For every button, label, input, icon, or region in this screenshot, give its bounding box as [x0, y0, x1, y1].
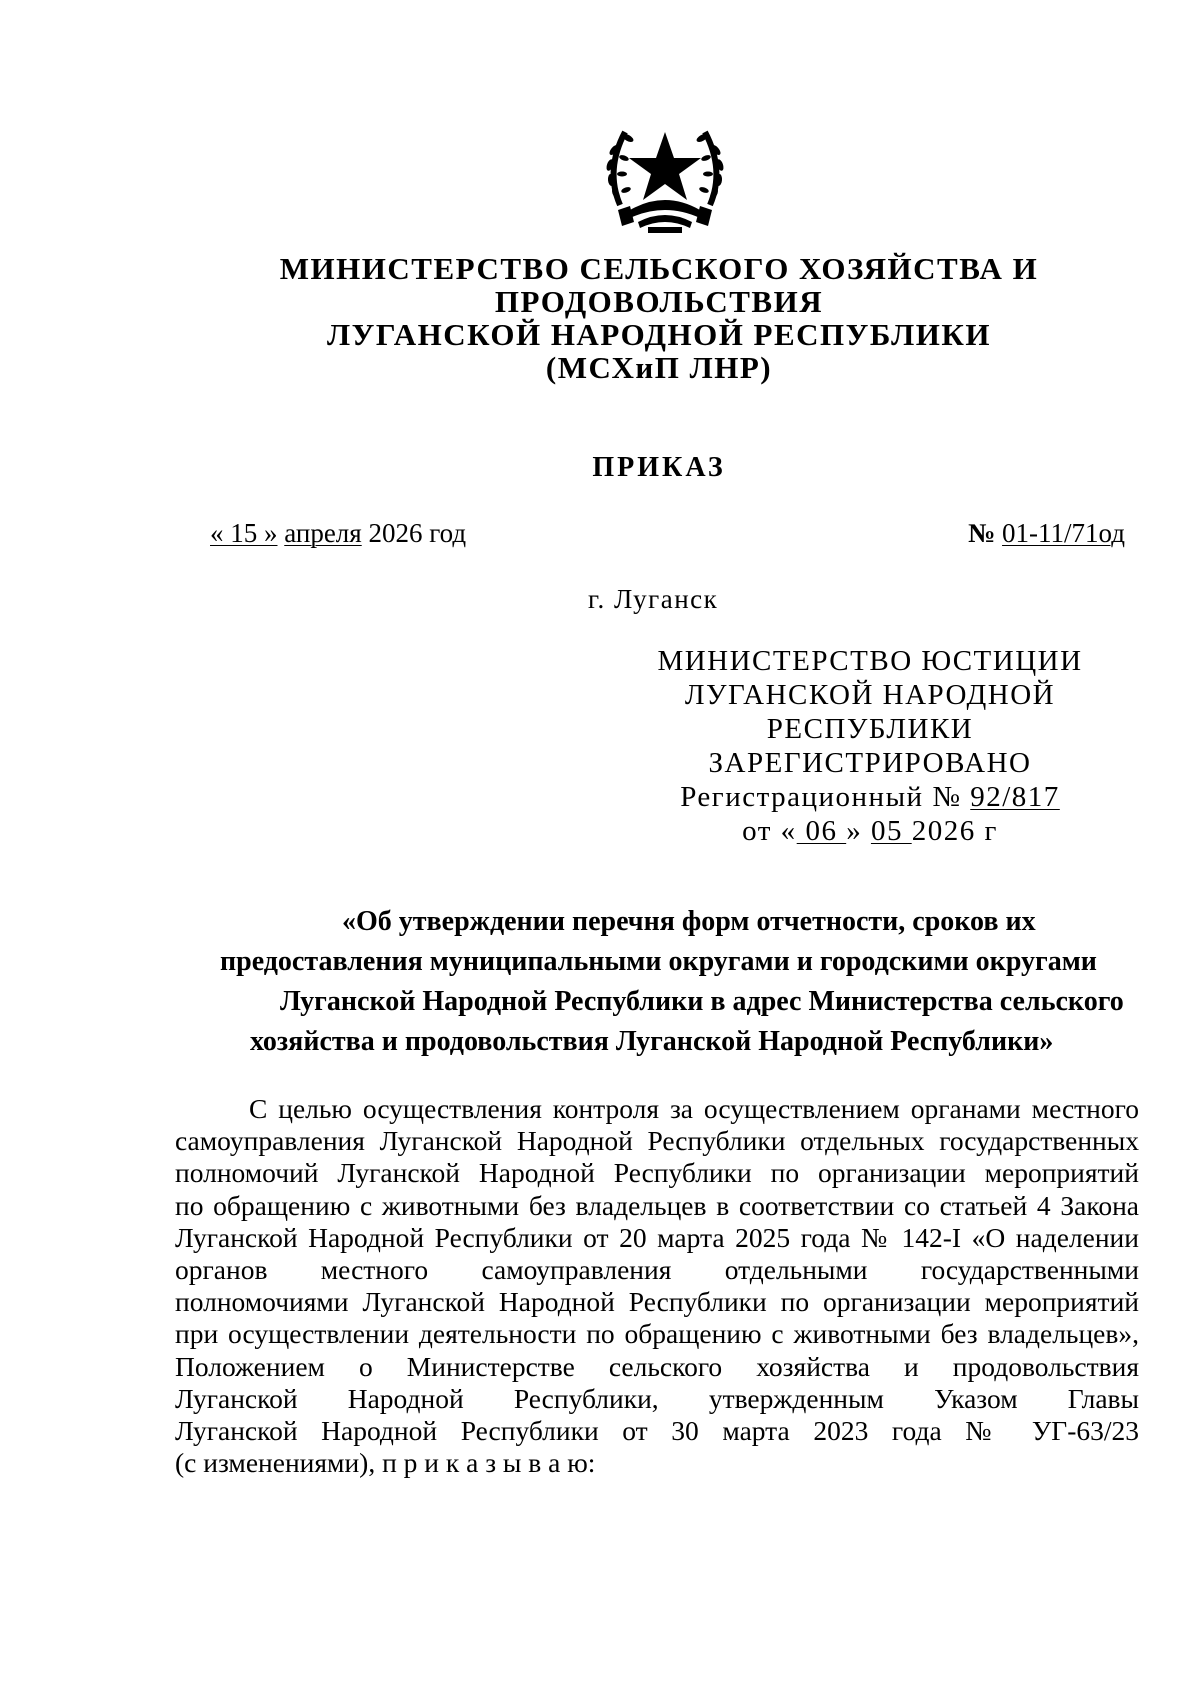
order-title: ПРИКАЗ: [592, 452, 726, 483]
stamp-line-3: РЕСПУБЛИКИ: [766, 713, 974, 745]
subject-line-1: «Об утверждении перечня форм отчетности, сроков их: [342, 906, 1036, 937]
ministry-name-line-1: МИНИСТЕРСТВО СЕЛЬСКОГО ХОЗЯЙСТВА И: [279, 251, 1039, 286]
stamp-date-day: 06: [796, 815, 847, 847]
stamp-registration-date: [620, 814, 1120, 848]
stamp-date-mid: »: [846, 815, 871, 847]
order-city: г. Луганск: [588, 584, 719, 614]
ministry-name-line-3: ЛУГАНСКОЙ НАРОДНОЙ РЕСПУБЛИКИ: [327, 317, 991, 352]
stamp-reg-number: 92/817: [970, 781, 1060, 813]
body-line: (с изменениями), п р и к а з ы в а ю:: [175, 1447, 596, 1479]
order-date-day: 15: [223, 518, 264, 548]
order-date-month: апреля: [284, 518, 362, 548]
state-emblem-icon: [600, 110, 730, 235]
order-date-year: 2026 год: [361, 518, 467, 548]
stamp-date-month: 05: [870, 815, 912, 847]
body-line: Положением о Министерстве сельского хозяйства и продовольствия: [175, 1350, 1139, 1382]
stamp-line-4: ЗАРЕГИСТРИРОВАНО: [708, 747, 1032, 779]
body-line: при осуществлении деятельности по обращению с животными без владельцев»,: [175, 1318, 1139, 1350]
stamp-date-prefix: от «: [742, 815, 797, 847]
body-line: полномочий Луганской Народной Республики по организации мероприятий: [175, 1157, 1139, 1189]
stamp-line-2: ЛУГАНСКОЙ НАРОДНОЙ: [684, 679, 1056, 711]
order-subject: [170, 902, 1160, 1062]
ministry-header: [0, 252, 1200, 384]
ministry-abbreviation: (МСХиП ЛНР): [545, 350, 773, 385]
preamble-paragraph: [175, 1093, 1139, 1479]
order-date: [210, 518, 466, 549]
body-line: С целью осуществления контроля за осуществлением органами местного: [249, 1093, 1139, 1124]
stamp-date-suffix: 2026 г: [911, 815, 998, 847]
subject-line-2: предоставления муниципальными округами и городскими округами: [220, 946, 1097, 977]
ministry-name-line-2: ПРОДОВОЛЬСТВИЯ: [494, 284, 824, 319]
body-line: полномочиями Луганской Народной Республики по организации мероприятий: [175, 1286, 1139, 1318]
order-date-open-quote: «: [210, 518, 224, 548]
stamp-line-1: МИНИСТЕРСТВО ЮСТИЦИИ: [657, 645, 1083, 677]
order-number-sign: №: [968, 518, 996, 548]
body-line: Луганской Народной Республики от 20 марта 2025 года № 142-I «О наделении: [175, 1221, 1139, 1253]
subject-line-4: хозяйства и продовольствия Луганской Народной Республики»: [250, 1026, 1054, 1057]
registration-stamp: [620, 644, 1120, 848]
stamp-registration-number: [620, 780, 1120, 814]
body-line: самоуправления Луганской Народной Республики отдельных государственных: [175, 1125, 1139, 1157]
order-number-value: 01-11/71од: [1002, 518, 1125, 548]
body-line: по обращению с животными без владельцев в соответствии со статьей 4 Закона: [175, 1189, 1139, 1221]
order-number: [968, 518, 1125, 549]
body-line: органов местного самоуправления отдельными государственными: [175, 1253, 1139, 1285]
body-line: Луганской Народной Республики, утвержденным Указом Главы: [175, 1382, 1139, 1414]
order-date-close-quote: »: [264, 518, 278, 548]
subject-line-3: Луганской Народной Республики в адрес Министерства сельского: [280, 986, 1124, 1017]
body-line: Луганской Народной Республики от 30 марта 2023 года № УГ-63/23: [175, 1414, 1139, 1446]
stamp-reg-label: Регистрационный №: [680, 781, 971, 813]
